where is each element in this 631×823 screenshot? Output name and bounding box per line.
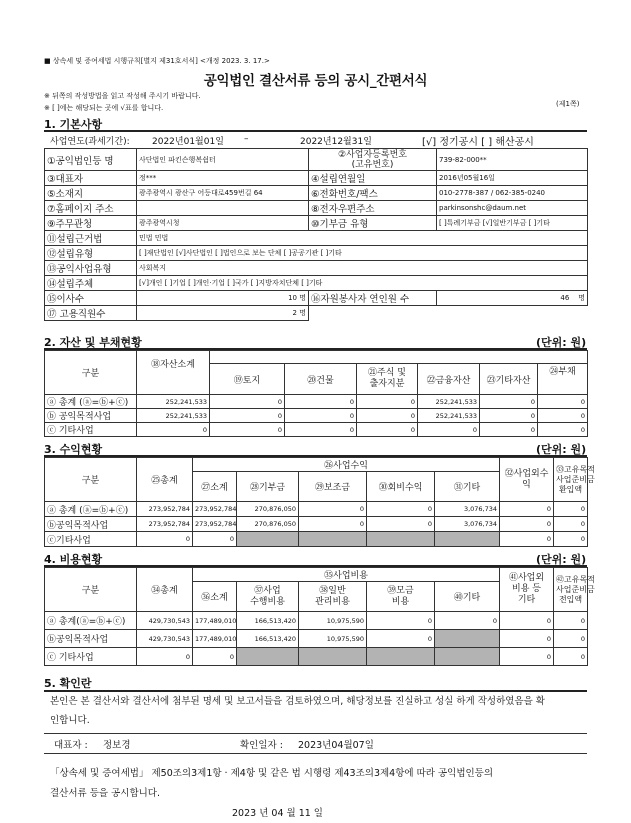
expense-cell: 0 — [193, 648, 237, 666]
fiscal-separator: – — [244, 134, 249, 144]
expense-cell — [435, 648, 500, 666]
assets-cell: 252,241,533 — [137, 409, 210, 423]
assets-cell: 0 — [357, 423, 418, 437]
revenue-row — [45, 532, 588, 547]
revenue-cell: 270,876,050 — [237, 517, 299, 532]
assets-h-gubun: 구분 — [45, 351, 137, 395]
assets-h-financial: ㉒금융자산 — [418, 364, 480, 395]
expense-h-sub: ㊱소계 — [193, 582, 237, 612]
expense-cell: 0 — [137, 648, 193, 666]
type-value: [ ]재단법인 [√]사단법인 [ ]법인으로 보는 단체 [ ]공공기관 [ ]기타 — [137, 246, 588, 261]
expense-cell: 0 — [554, 630, 588, 648]
revenue-cell: 0 — [299, 502, 367, 517]
assets-cell: 0 — [285, 423, 357, 437]
revenue-h-bizrev: ㉖사업수익 — [193, 458, 500, 472]
assets-cell: 0 — [210, 395, 285, 409]
revenue-cell: 270,876,050 — [237, 502, 299, 517]
revenue-h-subsidy: ㉙보조금 — [299, 472, 367, 502]
revenue-table — [44, 457, 595, 547]
expense-cell: 429,730,543 — [137, 612, 193, 630]
assets-h-stock: ㉑주식 및 출자지분 — [357, 364, 418, 395]
assets-cell: 0 — [538, 395, 588, 409]
expense-cell: 0 — [367, 612, 435, 630]
expense-cell: 0 — [367, 630, 435, 648]
expense-h-gubun: 구분 — [45, 568, 137, 612]
addr-value: 광주광역시 광산구 어등대로459번길 64 — [137, 186, 309, 201]
rep-value: 정*** — [137, 171, 309, 186]
expense-cell — [237, 648, 299, 666]
addr-label: ⑤소재지 — [45, 186, 137, 201]
biztype-value: 사회복지 — [137, 261, 588, 276]
assets-cell: 252,241,533 — [137, 395, 210, 409]
revenue-cell: 0 — [500, 532, 554, 547]
auth-label: ⑨주무관청 — [45, 216, 137, 231]
assets-cell: 0 — [357, 409, 418, 423]
expense-unit: (단위: 원) — [536, 553, 587, 566]
revenue-row-label: ⓒ기타사업 — [45, 532, 137, 547]
section-basic-title: 1. 기본사항 — [44, 118, 103, 131]
basic-info-table — [44, 148, 588, 321]
revenue-cell — [299, 532, 367, 547]
revenue-unit: (단위: 원) — [536, 443, 587, 456]
revenue-row — [45, 502, 588, 517]
expense-cell: 0 — [500, 648, 554, 666]
assets-cell: 0 — [210, 423, 285, 437]
assets-cell: 0 — [357, 395, 418, 409]
expense-cell — [299, 648, 367, 666]
revenue-cell: 273,952,784 — [137, 517, 193, 532]
revenue-cell: 3,076,734 — [435, 517, 500, 532]
assets-cell: 0 — [210, 409, 285, 423]
donation-label: ⑩기부금 유형 — [309, 216, 437, 231]
assets-cell: 0 — [285, 409, 357, 423]
expense-row — [45, 630, 588, 648]
volunteer-label: ⑯자원봉사자 연인원 수 — [309, 291, 437, 306]
home-value — [137, 201, 309, 216]
assets-table — [44, 350, 588, 437]
auth-value: 광주광역시청 — [137, 216, 309, 231]
confirm-rep-name: 정보경 — [103, 740, 131, 751]
revenue-cell — [237, 532, 299, 547]
expense-h-bizexp: ㉟사업비용 — [193, 568, 500, 582]
expense-cell: 177,489,010 — [193, 612, 237, 630]
founder-label: ⑭설립주체 — [45, 276, 137, 291]
revenue-cell: 3,076,734 — [435, 502, 500, 517]
expense-cell: 0 — [554, 648, 588, 666]
revenue-cell: 0 — [137, 532, 193, 547]
expense-cell: 10,975,590 — [299, 612, 367, 630]
disclosure-type: [√] 정기공시 [ ] 해산공시 — [422, 137, 534, 148]
revenue-cell: 0 — [193, 532, 237, 547]
est-label: ④설립연월일 — [309, 171, 437, 186]
fiscal-end: 2022년12월31일 — [300, 137, 372, 147]
expense-cell: 0 — [435, 612, 500, 630]
confirm-date-value: 2023년04월07일 — [298, 740, 374, 751]
revenue-h-total: ㉕총계 — [137, 458, 193, 502]
assets-cell: 0 — [538, 409, 588, 423]
bizno-value: 739-82-000** — [437, 149, 588, 171]
assets-cell: 252,241,533 — [418, 409, 480, 423]
assets-cell: 0 — [538, 423, 588, 437]
staff-label: ⑰ 고용직원수 — [45, 306, 137, 321]
section-confirm-title: 5. 확인란 — [44, 677, 92, 690]
expense-h-admin: ㊳일반 관리비용 — [299, 582, 367, 612]
revenue-row-label: ⓑ공익목적사업 — [45, 517, 137, 532]
expense-cell: 429,730,543 — [137, 630, 193, 648]
assets-cell: 0 — [480, 409, 538, 423]
revenue-cell — [367, 532, 435, 547]
est-value: 2016년05월16일 — [437, 171, 588, 186]
expense-cell: 0 — [500, 612, 554, 630]
phone-label: ⑥전화번호/팩스 — [309, 186, 437, 201]
footer-line-1: 「상속세 및 증여세법」 제50조의3제1항 · 제4항 및 같은 법 시행령 제43조의3제4항에 따라 공익법인등의 — [50, 768, 494, 779]
donation-value: [ ]특례기부금 [√]일반기부금 [ ]기타 — [437, 216, 588, 231]
revenue-cell: 273,952,784 — [193, 517, 237, 532]
expense-row — [45, 612, 588, 630]
expense-h-nonbiz: ㊶사업외 비용 등 기타 — [500, 568, 554, 612]
expense-cell: 10,975,590 — [299, 630, 367, 648]
assets-h-other: ㉓기타자산 — [480, 364, 538, 395]
directors-label: ⑮이사수 — [45, 291, 137, 306]
revenue-h-reserve: ㉝고유목적 사업준비금 환입액 — [554, 458, 588, 502]
revenue-h-gubun: 구분 — [45, 458, 137, 502]
expense-h-reserve: ㊷고유목적 사업준비금 전입액 — [554, 568, 588, 612]
name-value: 사단법인 파킨슨행복쉼터 — [137, 149, 309, 171]
assets-cell: 252,241,533 — [418, 395, 480, 409]
assets-row — [45, 409, 588, 423]
assets-row-label: ⓒ 기타사업 — [45, 423, 137, 437]
revenue-row-label: ⓐ 총계 (ⓐ=ⓑ+ⓒ) — [45, 502, 137, 517]
expense-cell: 177,489,010 — [193, 630, 237, 648]
law-value: 민법 민법 — [137, 231, 588, 246]
name-label: ①공익법인등 명 — [45, 149, 137, 171]
directors-value: 10 명 — [137, 291, 309, 306]
assets-row — [45, 395, 588, 409]
expense-cell: 0 — [500, 630, 554, 648]
expense-cell: 166,513,420 — [237, 612, 299, 630]
assets-row — [45, 423, 588, 437]
revenue-cell: 0 — [554, 502, 588, 517]
home-label: ⑦홈페이지 주소 — [45, 201, 137, 216]
confirm-text: 본인은 본 결산서와 결산서에 첨부된 명세 및 보고서들을 검토하였으며, 해당정보를 진실하고 성실 하게 작성하였음을 확 인합니다. — [50, 696, 545, 726]
assets-h-subtotal: ⑱자산소계 — [137, 351, 210, 395]
revenue-h-etc: ㉛기타 — [435, 472, 500, 502]
revenue-cell: 0 — [500, 517, 554, 532]
footer-date: 2023 년 04 월 11 일 — [232, 808, 323, 819]
checkbox-note: ※ [ ]에는 해당되는 곳에 √표를 합니다. — [44, 104, 164, 112]
revenue-h-donation: ㉘기부금 — [237, 472, 299, 502]
assets-cell: 0 — [418, 423, 480, 437]
expense-h-perf: ㊲사업 수행비용 — [237, 582, 299, 612]
biztype-label: ⑬공익사업유형 — [45, 261, 137, 276]
assets-h-debt: ㉔부채 — [538, 364, 588, 395]
revenue-cell: 273,952,784 — [193, 502, 237, 517]
revenue-h-fee: ㉚회비수익 — [367, 472, 435, 502]
expense-cell — [435, 630, 500, 648]
bizno-label: ②사업자등록번호 (고유번호) — [309, 149, 437, 171]
assets-cell: 0 — [137, 423, 210, 437]
expense-h-fund: ㊴모금 비용 — [367, 582, 435, 612]
revenue-cell: 0 — [367, 502, 435, 517]
assets-row-label: ⓐ 총계 (ⓐ=ⓑ+ⓒ) — [45, 395, 137, 409]
volunteer-value: 46 명 — [437, 291, 588, 306]
revenue-cell: 0 — [554, 517, 588, 532]
revenue-cell: 273,952,784 — [137, 502, 193, 517]
assets-cell: 0 — [285, 395, 357, 409]
footer-line-2: 결산서류 등을 공시합니다. — [50, 788, 161, 799]
form-reference: ■ 상속세 및 증여세법 시행규칙[별지 제31호서식] <개정 2023. 3. 17.> — [44, 57, 270, 65]
phone-value: 010-2778-387 / 062-385-0240 — [437, 186, 588, 201]
type-label: ⑫설립유형 — [45, 246, 137, 261]
confirm-date-label: 확인일자 : — [240, 740, 283, 751]
fiscal-start: 2022년01월01일 — [152, 137, 224, 147]
section-expense-title: 4. 비용현황 — [44, 553, 103, 566]
instruction-note: ※ 뒤쪽의 작성방법을 읽고 작성해 주시기 바랍니다. — [44, 92, 201, 100]
email-value: parkinsonshc@daum.net — [437, 201, 588, 216]
expense-row-label: ⓑ공익목적사업 — [45, 630, 137, 648]
expense-row-label: ⓒ 기타사업 — [45, 648, 137, 666]
section-assets-title: 2. 자산 및 부채현황 — [44, 336, 142, 349]
assets-h-land: ⑲토지 — [210, 364, 285, 395]
expense-cell — [367, 648, 435, 666]
assets-h-building: ⑳건물 — [285, 364, 357, 395]
expense-h-total: ㉞총계 — [137, 568, 193, 612]
section-revenue-title: 3. 수익현황 — [44, 443, 103, 456]
revenue-cell: 0 — [554, 532, 588, 547]
founder-value: [√]개인 [ ]기업 [ ]개인·기업 [ ]국가 [ ]지방자치단체 [ ]기타 — [137, 276, 588, 291]
page-number: (제1쪽) — [556, 100, 580, 108]
revenue-cell: 0 — [367, 517, 435, 532]
assets-row-label: ⓑ 공익목적사업 — [45, 409, 137, 423]
revenue-h-sub: ㉗소계 — [193, 472, 237, 502]
email-label: ⑧전자우편주소 — [309, 201, 437, 216]
law-label: ⑪설립근거법 — [45, 231, 137, 246]
assets-cell: 0 — [480, 395, 538, 409]
page-title: 공익법인 결산서류 등의 공시_간편서식 — [203, 73, 428, 89]
revenue-cell: 0 — [500, 502, 554, 517]
expense-cell: 0 — [554, 612, 588, 630]
expense-table — [44, 567, 595, 666]
expense-row — [45, 648, 588, 666]
confirm-rep-label: 대표자 : — [54, 740, 88, 751]
expense-cell: 166,513,420 — [237, 630, 299, 648]
staff-value: 2 명 — [137, 306, 309, 321]
assets-cell: 0 — [480, 423, 538, 437]
revenue-cell: 0 — [299, 517, 367, 532]
revenue-cell — [435, 532, 500, 547]
expense-row-label: ⓐ 총계(ⓐ=ⓑ+ⓒ) — [45, 612, 137, 630]
rep-label: ③대표자 — [45, 171, 137, 186]
revenue-h-nonbiz: ㉜사업외수 익 — [500, 458, 554, 502]
assets-unit: (단위: 원) — [536, 336, 587, 349]
revenue-row — [45, 517, 588, 532]
fiscal-label: 사업연도(과세기간): — [50, 137, 130, 147]
expense-h-etc: ㊵기타 — [435, 582, 500, 612]
